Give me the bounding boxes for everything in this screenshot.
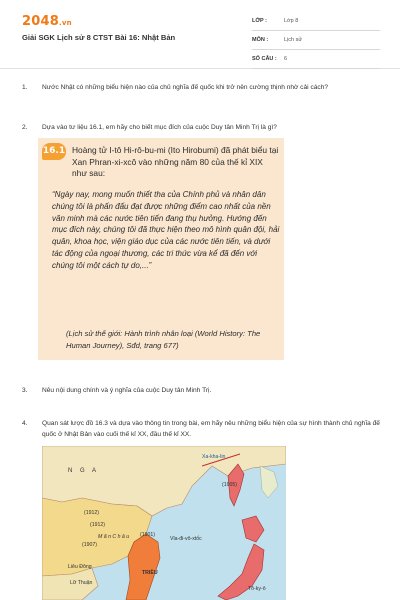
question-number: 1. (22, 84, 28, 91)
map-16-3 (42, 446, 286, 600)
label-year-1912b: (1912) (90, 522, 105, 528)
meta-key: SỐ CÂU : (252, 56, 277, 62)
meta-row-class (252, 14, 380, 31)
label-year-1907: (1907) (82, 542, 97, 548)
label-vladivostok: Vla-đi-vô-xtốc (170, 536, 202, 542)
label-sakhalin: Xa-kha-lin (202, 454, 226, 460)
question-number: 2. (22, 124, 28, 131)
meta-value: 6 (284, 56, 288, 62)
meta-value: Lịch sử (284, 37, 303, 43)
logo-text: 2048 (22, 14, 59, 29)
meta-row-subject (252, 33, 380, 50)
label-year-1901: (1901) (140, 532, 155, 538)
question-text: Nước Nhật có những biểu hiện nào của chủ nghĩa đế quốc khi trở nên cường thịnh nhờ cải cách? (42, 84, 329, 91)
label-tokyo: Tô-ky-ô (248, 586, 266, 592)
page-header (0, 0, 400, 69)
label-russia: N G A (68, 468, 100, 474)
question-text: Nêu nội dung chính và ý nghĩa của cuộc Duy tân Minh Trị. (42, 387, 212, 394)
logo-suffix: .vn (58, 19, 72, 27)
source-box-16-1 (38, 138, 284, 360)
meta-table (252, 14, 380, 71)
question-text: Quan sát lược đồ 16.3 và dựa vào thông tin trong bài, em hãy nêu những biểu hiện của sự hình thành chủ nghĩa đế quốc ở Nhật Bản vào cuối thế kỉ XX, đầu thế kỉ XX. (42, 420, 380, 438)
question-number: 3. (22, 387, 28, 394)
label-year-1912a: (1912) (84, 510, 99, 516)
question-number: 4. (22, 420, 28, 427)
label-korea: TRIỀU (142, 570, 158, 576)
label-manchuria: M ã n C h â u (98, 534, 130, 540)
label-luthuan: Lữ Thuận (70, 580, 93, 586)
meta-key: LỚP : (252, 18, 267, 24)
label-lieudong: Liêu Đông (68, 564, 92, 570)
question-text: Dựa vào tư liệu 16.1, em hãy cho biết mục đích của cuộc Duy tân Minh Trị là gì? (42, 124, 277, 131)
label-year-1905: (1905) (222, 482, 237, 488)
meta-key: MÔN : (252, 37, 269, 43)
source-citation: (Lịch sử thế giới: Hành trình nhân loại (World History: The Human Journey), Sđd, trang 677) (66, 329, 261, 350)
meta-row-count (252, 52, 380, 69)
source-badge: 16.1 (42, 143, 66, 160)
meta-value: Lớp 8 (284, 18, 299, 24)
source-quote: “Ngày nay, mong muốn thiết tha của Chính phủ và nhân dân chúng tôi là phấn đấu đạt được những điểm cao nhất của nền văn minh mà các nước tiên tiến đang thụ hưởng. Hướng đến mục đích này, chúng tôi đã thực hiện theo mô hình quân đội, hải quân, khoa học, viện giáo dục của các nước tiên tiến, và dưới tác động của ngoại thương, các tri thức vừa kể đã đến với chúng tôi một cách tự do,...” (52, 190, 280, 270)
document-title: Giải SGK Lịch sử 8 CTST Bài 16: Nhật Bản (22, 33, 176, 42)
source-intro: Hoàng tử I-tô Hi-rô-bu-mi (Ito Hirobumi) đã phát biểu tại Xan Phran-xi-xcô vào những năm 80 của thế kỉ XIX như sau: (72, 145, 279, 178)
site-logo[interactable] (22, 14, 72, 29)
